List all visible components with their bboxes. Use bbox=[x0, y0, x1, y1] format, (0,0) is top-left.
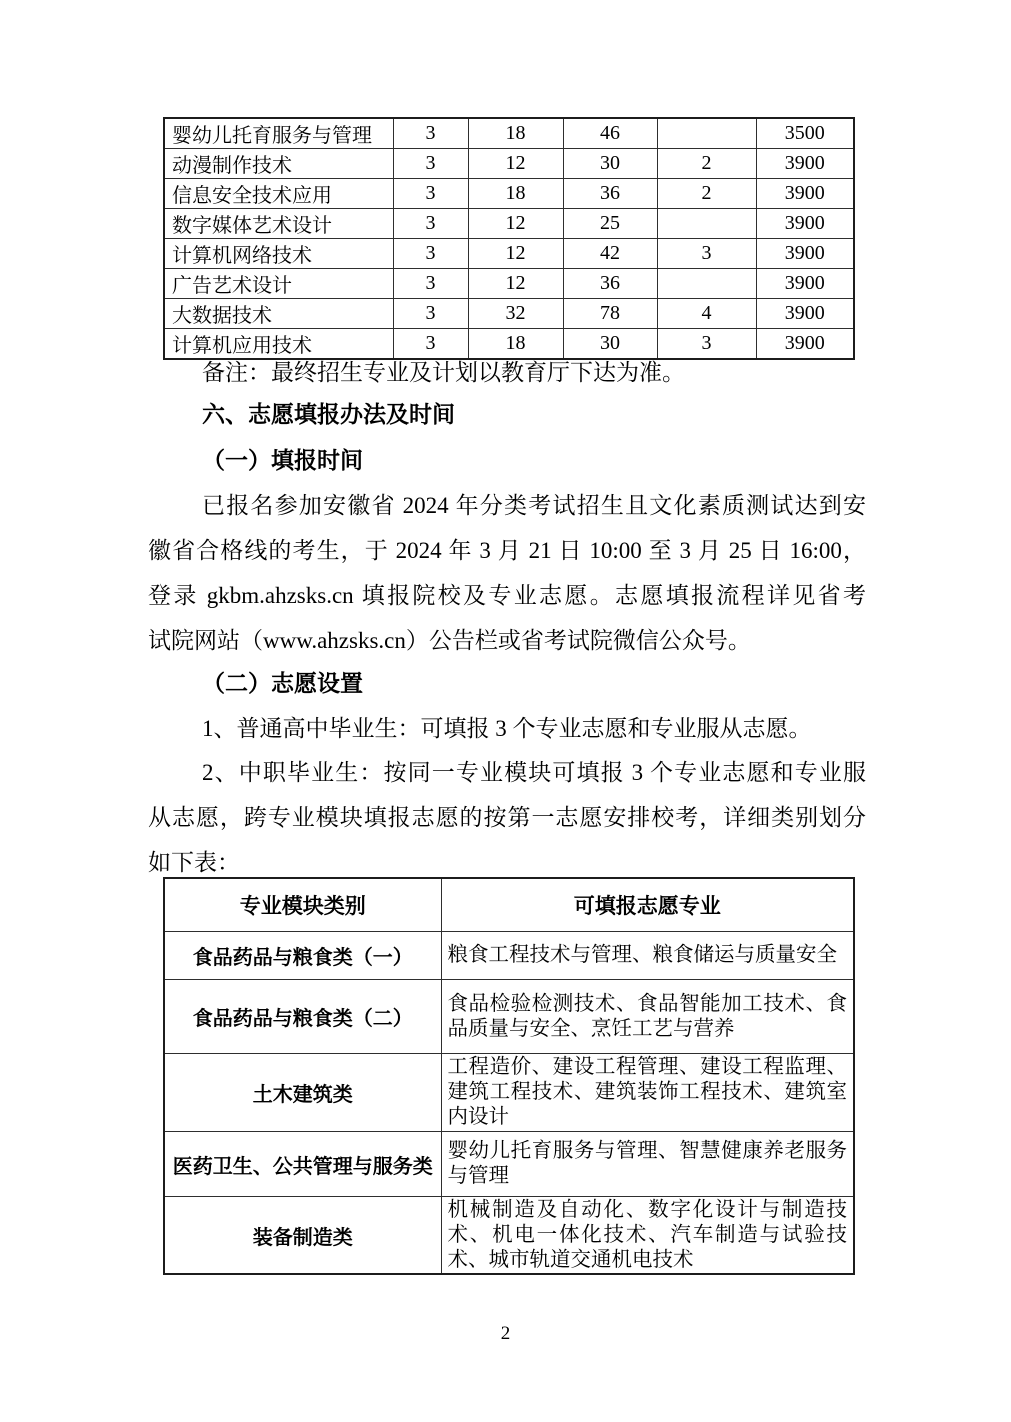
cell-value: 3 bbox=[393, 179, 468, 209]
cell-tuition: 3900 bbox=[756, 179, 854, 209]
cell-tuition: 3900 bbox=[756, 299, 854, 329]
cell-tuition: 3900 bbox=[756, 239, 854, 269]
plan-table-row bbox=[164, 269, 854, 299]
module-table-header-row bbox=[164, 878, 854, 932]
cell-tuition: 3900 bbox=[756, 149, 854, 179]
cell-value: 2 bbox=[657, 179, 756, 209]
paragraph-line: 如下表： bbox=[148, 850, 240, 875]
cell-value: 42 bbox=[563, 239, 657, 269]
cell-value: 18 bbox=[468, 118, 563, 149]
cell-value: 3 bbox=[657, 239, 756, 269]
plan-table-row bbox=[164, 209, 854, 239]
plan-table-row bbox=[164, 149, 854, 179]
cell-value: 78 bbox=[563, 299, 657, 329]
cell-value: 3 bbox=[393, 329, 468, 360]
cell-category: 装备制造类 bbox=[164, 1197, 441, 1275]
plan-table-row bbox=[164, 118, 854, 149]
cell-major-name: 计算机应用技术 bbox=[164, 329, 393, 360]
cell-majors: 食品检验检测技术、食品智能加工技术、食品质量与安全、烹饪工艺与营养 bbox=[441, 980, 854, 1054]
enrollment-plan-table bbox=[163, 117, 855, 360]
page-number: 2 bbox=[500, 1323, 511, 1344]
module-table-row bbox=[164, 932, 854, 980]
subsection-1-heading: （一）填报时间 bbox=[202, 447, 363, 473]
cell-value: 12 bbox=[468, 239, 563, 269]
cell-value: 3 bbox=[657, 329, 756, 360]
cell-value: 25 bbox=[563, 209, 657, 239]
cell-tuition: 3500 bbox=[756, 118, 854, 149]
plan-table-row bbox=[164, 179, 854, 209]
cell-major-name: 动漫制作技术 bbox=[164, 149, 393, 179]
cell-category: 食品药品与粮食类（二） bbox=[164, 980, 441, 1054]
paragraph-line: 试院网站（www.ahzsks.cn）公告栏或省考试院微信公众号。 bbox=[148, 628, 751, 653]
paragraph-line: 已报名参加安徽省 2024 年分类考试招生且文化素质测试达到安 bbox=[202, 493, 866, 518]
paragraph-line: 从志愿，跨专业模块填报志愿的按第一志愿安排校考，详细类别划分 bbox=[148, 805, 866, 830]
cell-tuition: 3900 bbox=[756, 269, 854, 299]
cell-value: 12 bbox=[468, 269, 563, 299]
cell-tuition: 3900 bbox=[756, 329, 854, 360]
cell-major-name: 婴幼儿托育服务与管理 bbox=[164, 118, 393, 149]
cell-value: 18 bbox=[468, 179, 563, 209]
cell-category: 土木建筑类 bbox=[164, 1054, 441, 1132]
cell-value: 18 bbox=[468, 329, 563, 360]
plan-table-row bbox=[164, 299, 854, 329]
paragraph-line: 2、中职毕业生：按同一专业模块可填报 3 个专业志愿和专业服 bbox=[202, 760, 866, 785]
cell-value: 46 bbox=[563, 118, 657, 149]
module-table-row bbox=[164, 1054, 854, 1132]
plan-table-row bbox=[164, 239, 854, 269]
cell-value: 3 bbox=[393, 118, 468, 149]
cell-value: 36 bbox=[563, 269, 657, 299]
paragraph-line: 登录 gkbm.ahzsks.cn 填报院校及专业志愿。志愿填报流程详见省考 bbox=[148, 583, 866, 608]
cell-value: 3 bbox=[393, 149, 468, 179]
cell-value: 32 bbox=[468, 299, 563, 329]
cell-category: 医药卫生、公共管理与服务类 bbox=[164, 1132, 441, 1197]
cell-majors: 工程造价、建设工程管理、建设工程监理、建筑工程技术、建筑装饰工程技术、建筑室内设计 bbox=[441, 1054, 854, 1132]
cell-value: 36 bbox=[563, 179, 657, 209]
cell-major-name: 信息安全技术应用 bbox=[164, 179, 393, 209]
module-table-row bbox=[164, 1132, 854, 1197]
paragraph-line: 徽省合格线的考生，于 2024 年 3 月 21 日 10:00 至 3 月 25 日 16:00， bbox=[148, 538, 866, 563]
cell-major-name: 计算机网络技术 bbox=[164, 239, 393, 269]
cell-value: 2 bbox=[657, 149, 756, 179]
cell-majors: 粮食工程技术与管理、粮食储运与质量安全 bbox=[441, 932, 854, 980]
cell-tuition: 3900 bbox=[756, 209, 854, 239]
cell-value: 30 bbox=[563, 149, 657, 179]
cell-value: 3 bbox=[393, 239, 468, 269]
module-table-row bbox=[164, 980, 854, 1054]
cell-value bbox=[657, 118, 756, 149]
cell-majors: 婴幼儿托育服务与管理、智慧健康养老服务与管理 bbox=[441, 1132, 854, 1197]
cell-value bbox=[657, 269, 756, 299]
cell-value: 12 bbox=[468, 149, 563, 179]
cell-value bbox=[657, 209, 756, 239]
cell-major-name: 广告艺术设计 bbox=[164, 269, 393, 299]
cell-value: 3 bbox=[393, 209, 468, 239]
cell-value: 3 bbox=[393, 269, 468, 299]
cell-value: 3 bbox=[393, 299, 468, 329]
section-heading: 六、志愿填报办法及时间 bbox=[202, 401, 455, 427]
cell-major-name: 数字媒体艺术设计 bbox=[164, 209, 393, 239]
cell-value: 30 bbox=[563, 329, 657, 360]
cell-majors: 机械制造及自动化、数字化设计与制造技术、机电一体化技术、汽车制造与试验技术、城市轨道交通机电技术 bbox=[441, 1197, 854, 1275]
column-header-majors: 可填报志愿专业 bbox=[441, 878, 854, 932]
cell-major-name: 大数据技术 bbox=[164, 299, 393, 329]
cell-value: 4 bbox=[657, 299, 756, 329]
column-header-category: 专业模块类别 bbox=[164, 878, 441, 932]
cell-category: 食品药品与粮食类（一） bbox=[164, 932, 441, 980]
cell-value: 12 bbox=[468, 209, 563, 239]
module-table-row bbox=[164, 1197, 854, 1275]
module-category-table bbox=[163, 877, 855, 1275]
list-item: 1、普通高中毕业生：可填报 3 个专业志愿和专业服从志愿。 bbox=[202, 716, 812, 741]
table-remark: 备注：最终招生专业及计划以教育厅下达为准。 bbox=[202, 360, 685, 385]
subsection-2-heading: （二）志愿设置 bbox=[202, 670, 363, 696]
